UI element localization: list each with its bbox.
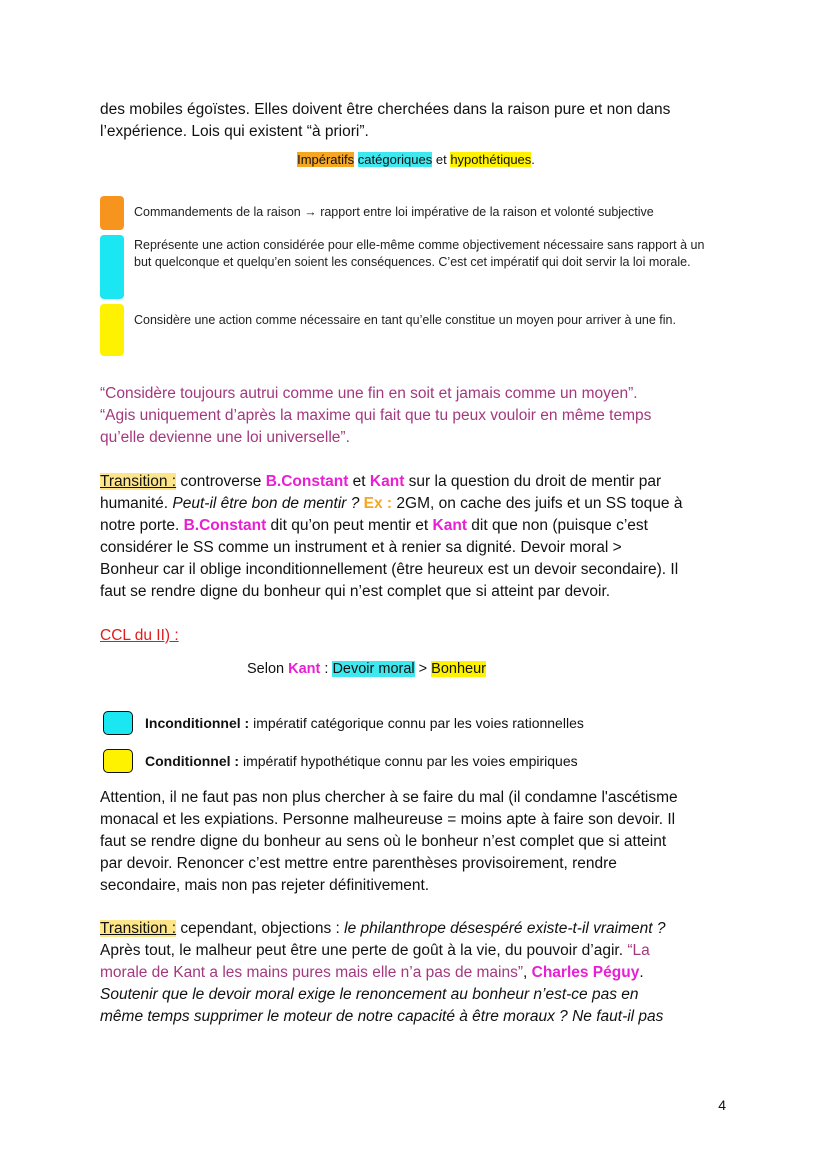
categoriques-word: catégoriques [357,152,433,167]
kant-name: Kant [369,473,405,490]
text: . [639,964,644,981]
quote-line: “Agis uniquement d’après la maxime qui fait que tu peux vouloir en même temps [100,407,652,424]
text: > [414,661,432,677]
text: et [348,473,370,490]
legend-text: Représente une action considérée pour elle-même comme objectivement nécessaire sans rapport à un but quelconque et quelqu’en soient les conséquences. C’est cet impératif qui doit servir la loi morale. [134,238,705,269]
intro-paragraph [100,99,670,143]
text-line: faut se rendre digne du bonheur qui n’est complet que si atteint par devoir. [100,583,611,600]
peguy-name: Charles Péguy [531,964,640,981]
question: Peut-il être bon de mentir ? [172,495,360,512]
hypothetiques-word: hypothétiques [450,152,532,167]
transition-label: Transition : [100,920,177,937]
transition-paragraph-1 [100,471,740,603]
text: notre porte. [100,517,184,534]
text: , [523,964,532,981]
question: le philanthrope désespéré existe-t-il vraiment ? [344,920,666,937]
text: dit que non (puisque c’est [467,517,648,534]
legend-text: Considère une action comme nécessaire en tant qu’elle constitue un moyen pour arriver à une fin. [134,313,676,327]
cyan-box [103,711,133,735]
text-line: Attention, il ne faut pas non plus chercher à se faire du mal (il condamne l'ascétisme [100,789,678,806]
text: Selon [247,661,289,677]
constant-name: B.Constant [183,517,267,534]
orange-swatch [100,196,124,230]
kant-name: Kant [432,517,467,534]
attention-paragraph [100,787,740,897]
text: controverse [176,473,266,490]
condition-conditionnel [103,749,578,773]
text: Après tout, le malheur peut être une perte de goût à la vie, du pouvoir d’agir. [100,942,628,959]
kant-name: Kant [288,661,321,677]
transition-paragraph-2 [100,918,740,1028]
intro-line: l’expérience. Lois qui existent “à priori”. [100,123,369,140]
transition-label: Transition : [100,473,177,490]
text: dit qu’on peut mentir et [266,517,433,534]
page-number: 4 [718,1097,726,1113]
ccl-label: CCL du II) : [100,627,179,644]
text: : [320,661,333,677]
text-line: par devoir. Renoncer c’est mettre entre parenthèses provisoirement, rendre [100,855,617,872]
legend-item-orange [100,196,724,230]
cyan-swatch [100,235,124,299]
ex-label: Ex : [359,495,393,512]
text: cependant, objections : [176,920,345,937]
text: impératif catégorique connu par les voies rationnelles [249,715,584,731]
title-period: . [531,152,535,167]
imperatifs-title [100,152,732,167]
yellow-swatch [100,304,124,356]
condition-inconditionnel [103,711,584,735]
peguy-quote: “La [627,942,650,959]
text-line: faut se rendre digne du bonheur au sens où le bonheur n’est complet que si atteint [100,833,667,850]
condition-term: Inconditionnel : [145,715,250,731]
ccl-heading [100,625,179,647]
imperatifs-word: Impératifs [297,152,355,167]
constant-name: B.Constant [265,473,349,490]
kant-quotes [100,383,651,449]
quote-line: qu’elle devienne une loi universelle”. [100,429,350,446]
legend-item-yellow [100,304,724,356]
text: sur la question du droit de mentir par [404,473,662,490]
text-line: Soutenir que le devoir moral exige le renoncement au bonheur n’est-ce pas en [100,986,639,1003]
and-word: et [435,152,447,167]
text-line: secondaire, mais non pas rejeter définitivement. [100,877,430,894]
devoir-moral: Devoir moral [332,661,415,677]
text-line: Bonheur car il oblige inconditionnellement (être heureux est un devoir secondaire). Il [100,561,679,578]
condition-term: Conditionnel : [145,753,240,769]
legend-text: Commandements de la raison → rapport entre loi impérative de la raison et volonté subjective [134,205,654,219]
text: impératif hypothétique connu par les voies empiriques [239,753,578,769]
text: 2GM, on cache des juifs et un SS toque à [392,495,683,512]
text-line: monacal et les expiations. Personne malheureuse = moins apte à faire son devoir. Il [100,811,676,828]
intro-line: des mobiles égoïstes. Elles doivent être cherchées dans la raison pure et non dans [100,101,671,118]
quote-line: “Considère toujours autrui comme une fin en soit et jamais comme un moyen”. [100,385,638,402]
ccl-summary [247,658,486,680]
legend-item-cyan [100,235,724,299]
text-line: même temps supprimer le moteur de notre capacité à être moraux ? Ne faut-il pas [100,1008,664,1025]
peguy-quote: morale de Kant a les mains pures mais elle n’a pas de mains” [100,964,524,981]
bonheur: Bonheur [431,661,486,677]
text: humanité. [100,495,173,512]
text-line: considérer le SS comme un instrument et à renier sa dignité. Devoir moral > [100,539,622,556]
yellow-box [103,749,133,773]
